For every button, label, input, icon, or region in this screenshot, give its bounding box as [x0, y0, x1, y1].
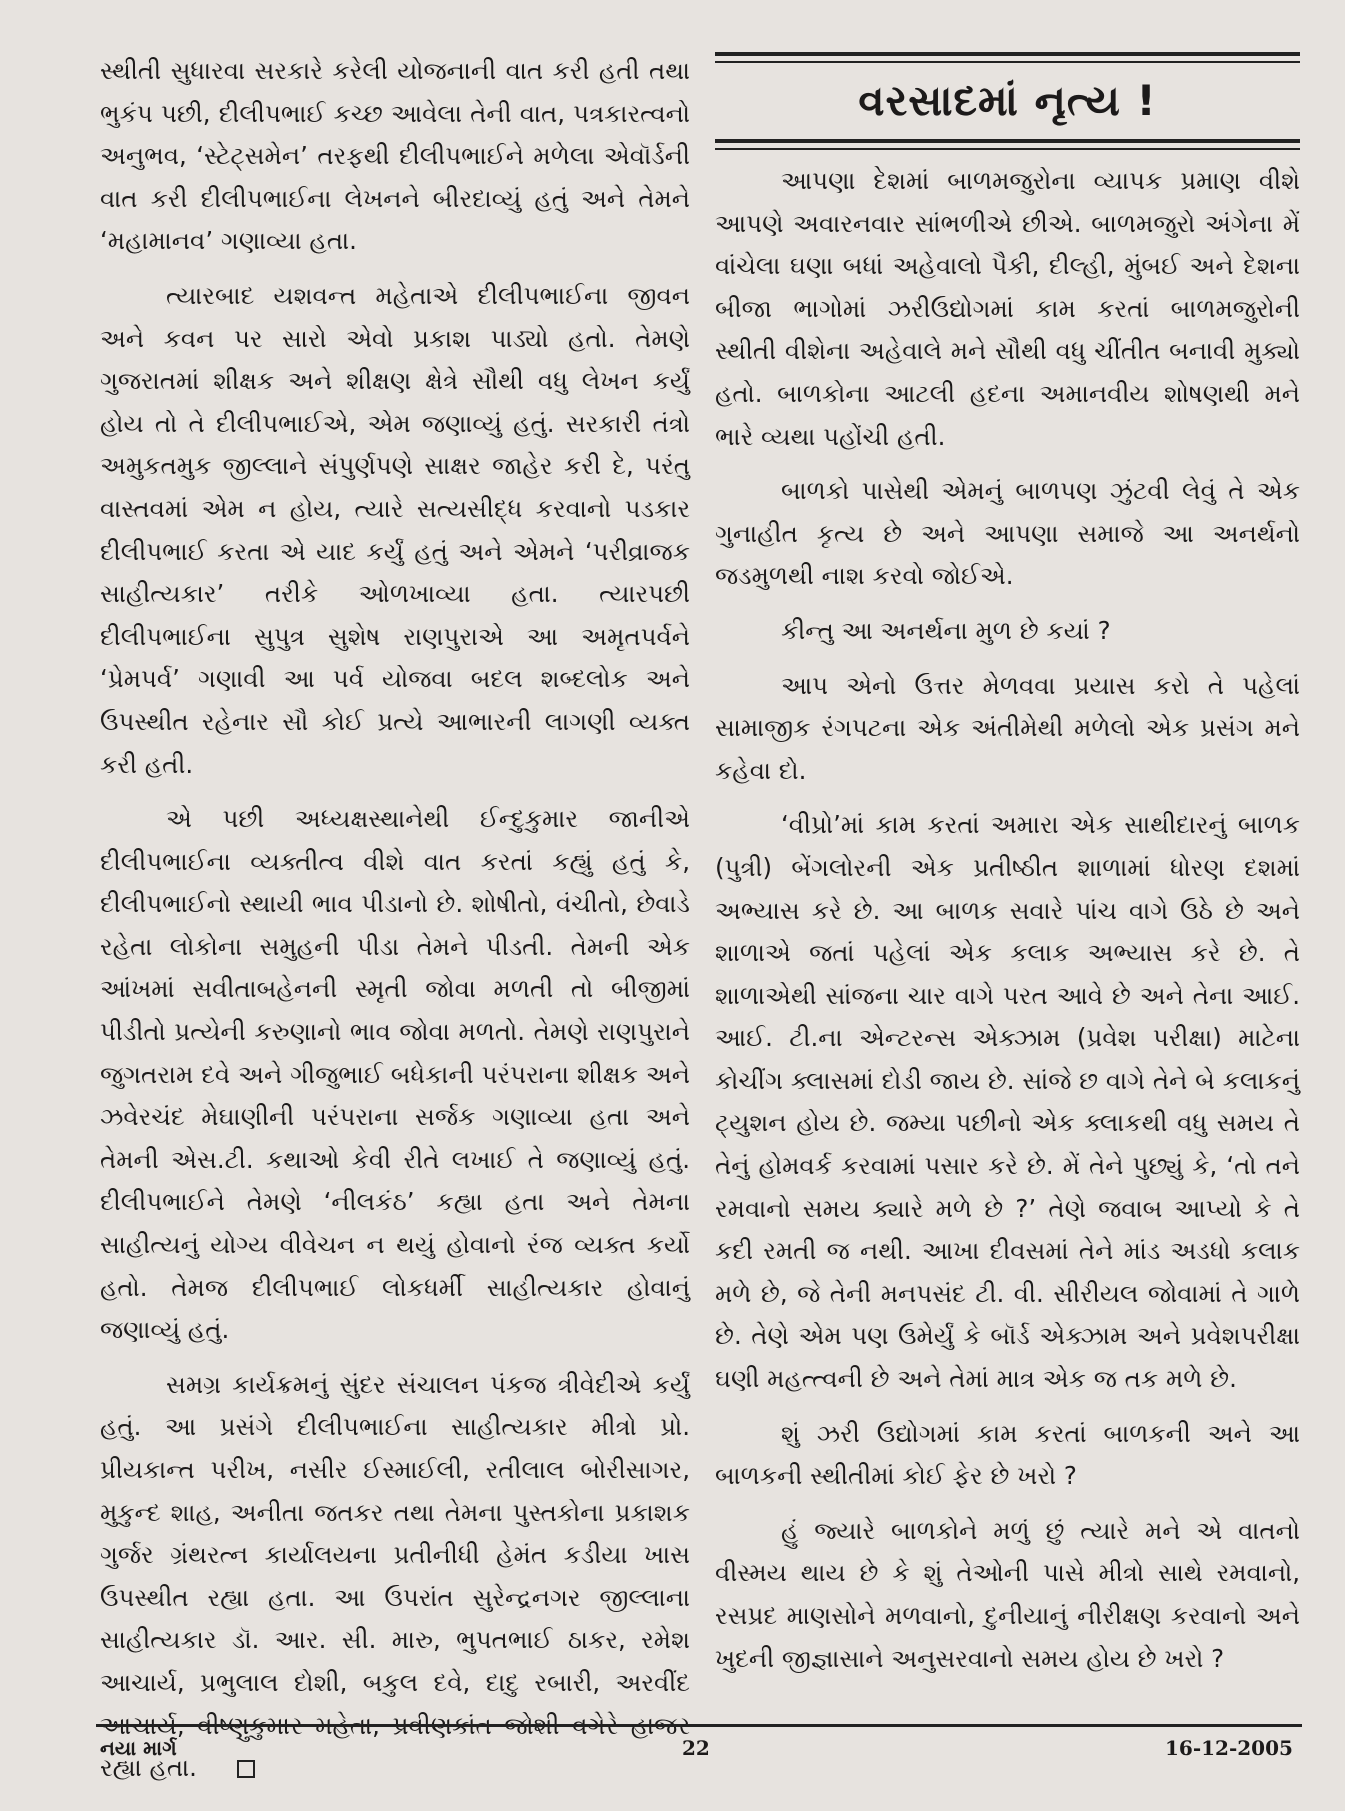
end-of-article-box-icon	[237, 1760, 255, 1778]
left-paragraph-2: ત્યારબાદ યશવન્ત મહેતાએ દીલીપભાઈના જીવન અને કવન પર સારો એવો પ્રકાશ પાડ્યો હતો. તેમણે ગુજરાતમાં શીક્ષક અને શીક્ષણ ક્ષેત્રે સૌથી વધુ લેખન કર્યું હોય તો તે દીલીપભાઈએ, એમ જણાવ્યું હતું. સરકારી તંત્રો અમુકતમુક જીલ્લાને સંપુર્ણપણે સાક્ષર જાહેર કરી દે, પરંતુ વાસ્તવમાં એમ ન હોય, ત્યારે સત્યસીદ્ધ કરવાનો પડકાર દીલીપભાઈ કરતા એ યાદ કર્યું હતું અને એમને ‘પરીવ્રાજક સાહીત્યકાર’ તરીકે ઓળખાવ્યા હતા. ત્યારપછી દીલીપભાઈના સુપુત્ર સુશેષ રાણપુરાએ આ અમૃતપર્વને ‘પ્રેમપર્વ’ ગણાવી આ પર્વ યોજવા બદલ શબ્દલોક અને ઉપસ્થીત રહેનાર સૌ કોઈ પ્રત્યે આભારની લાગણી વ્યક્ત કરી હતી.	[100, 280, 690, 779]
title-top-rule	[715, 52, 1300, 56]
footer-publication-name: નયા માર્ગ	[100, 1736, 177, 1760]
right-paragraph-7: હું જ્યારે બાળકોને મળું છું ત્યારે મને એ વાતનો વીસ્મય થાય છે કે શું તેઓની પાસે મીત્રો સાથે રમવાનો, રસપ્રદ માણસોને મળવાનો, દુનીયાનું નીરીક્ષણ કરવાનો અને ખુદની જીજ્ઞાસાને અનુસરવાનો સમય હોય છે ખરો ?	[715, 1515, 1300, 1673]
footer-date: 16-12-2005	[1165, 1736, 1293, 1760]
left-column	[100, 50, 690, 1802]
title-bottom-rule	[715, 139, 1300, 143]
right-paragraph-3: કીન્તુ આ અનર્થના મુળ છે કયાં ?	[781, 615, 1111, 645]
left-paragraph-1: સ્થીતી સુધારવા સરકારે કરેલી યોજનાની વાત કરી હતી તથા ભુકંપ પછી, દીલીપભાઈ કચ્છ આવેલા તેની વાત, પત્રકારત્વનો અનુભવ, ‘સ્ટેટ્સમેન’ તરફથી દીલીપભાઈને મળેલા એવૉર્ડની વાત કરી દીલીપભાઈના લેખનને બીરદાવ્યું હતું અને તેમને ‘મહામાનવ’ ગણાવ્યા હતા.	[100, 56, 690, 256]
right-column	[715, 52, 1300, 1692]
right-paragraph-1: આપણા દેશમાં બાળમજુરોના વ્યાપક પ્રમાણ વીશે આપણે અવારનવાર સાંભળીએ છીએ. બાળમજુરો અંગેના મેં વાંચેલા ઘણા બધાં અહેવાલો પૈકી, દીલ્હી, મુંબઈ અને દેશના બીજા ભાગોમાં ઝરીઉદ્યોગમાં કામ કરતાં બાળમજુરોની સ્થીતી વીશેના અહેવાલે મને સૌથી વધુ ચીંતીત બનાવી મુક્યો હતો. બાળકોના આટલી હદના અમાનવીય શોષણથી મને ભારે વ્યથા પહોંચી હતી.	[715, 166, 1300, 451]
right-paragraph-6: શું ઝરી ઉદ્યોગમાં કામ કરતાં બાળકની અને આ બાળકની સ્થીતીમાં કોઈ ફેર છે ખરો ?	[715, 1418, 1300, 1491]
title-top-rule-thin	[715, 61, 1300, 63]
title-bottom-rule-thin	[715, 148, 1300, 150]
footer-page-number: 22	[682, 1736, 710, 1760]
footer-rule	[96, 1724, 1302, 1727]
right-paragraph-5: ‘વીપ્રો’માં કામ કરતાં અમારા એક સાથીદારનું બાળક (પુત્રી) બેંગલોરની એક પ્રતીષ્ઠીત શાળામાં ધોરણ દશમાં અભ્યાસ કરે છે. આ બાળક સવારે પાંચ વાગે ઉઠે છે અને શાળાએ જતાં પહેલાં એક કલાક અભ્યાસ કરે છે. તે શાળાએથી સાંજના ચાર વાગે પરત આવે છે અને તેના આઈ. આઈ. ટી.ના એન્ટરન્સ એક્ઝામ (પ્રવેશ પરીક્ષા) માટેના કોચીંગ ક્લાસમાં દોડી જાય છે. સાંજે છ વાગે તેને બે કલાકનું ટ્યુશન હોય છે. જમ્યા પછીનો એક ક્લાકથી વધુ સમય તે તેનું હોમવર્ક કરવામાં પસાર કરે છે. મેં તેને પુછ્યું કે, ‘તો તને રમવાનો સમય ક્યારે મળે છે ?’ તેણે જવાબ આપ્યો કે તે કદી રમતી જ નથી. આખા દીવસમાં તેને માંડ અડધો કલાક મળે છે, જે તેની મનપસંદ ટી. વી. સીરીયલ જોવામાં તે ગાળે છે. તેણે એમ પણ ઉમેર્યું કે બૉર્ડ એક્ઝામ અને પ્રવેશપરીક્ષા ઘણી મહત્ત્વની છે અને તેમાં માત્ર એક જ તક મળે છે.	[715, 810, 1300, 1394]
article-title: વરસાદમાં નૃત્ય !	[858, 76, 1157, 125]
right-paragraph-4: આપ એનો ઉત્તર મેળવવા પ્રયાસ કરો તે પહેલાં સામાજીક રંગપટના એક અંતીમેથી મળેલો એક પ્રસંગ મને કહેવા દો.	[715, 670, 1300, 785]
left-paragraph-4-text: સમગ્ર કાર્યક્રમનું સુંદર સંચાલન પંકજ ત્રીવેદીએ કર્યું હતું. આ પ્રસંગે દીલીપભાઈના સાહીત્યકાર મીત્રો પ્રો. પ્રીયકાન્ત પરીખ, નસીર ઈસ્માઈલી, રતીલાલ બોરીસાગર, મુકુન્દ શાહ, અનીતા જતકર તથા તેમના પુસ્તકોના પ્રકાશક ગુર્જર ગ્રંથરત્ન કાર્યાલયના પ્રતીનીધી હેમંત કડીયા ખાસ ઉપસ્થીત રહ્યા હતા. આ ઉપરાંત સુરેન્દ્રનગર જીલ્લાના સાહીત્યકાર ડૉ. આર. સી. મારુ, ભુપતભાઈ ઠાકર, રમેશ આચાર્ય, પ્રભુલાલ દોશી, બકુલ દવે, દાદુ રબારી, અરવીંદ આચાર્ય, વીષ્ણુકુમાર મહેતા, પ્રવીણકાંત જોશી વગેરે હાજર રહ્યા હતા.	[100, 1369, 690, 1783]
right-paragraph-2: બાળકો પાસેથી એમનું બાળપણ ઝુંટવી લેવું તે એક ગુનાહીત કૃત્ય છે અને આપણા સમાજે આ અનર્થનો જડમુળથી નાશ કરવો જોઈએ.	[715, 476, 1300, 591]
left-paragraph-3: એ પછી અધ્યક્ષસ્થાનેથી ઈન્દુકુમાર જાનીએ દીલીપભાઈના વ્યક્તીત્વ વીશે વાત કરતાં કહ્યું હતું કે, દીલીપભાઈનો સ્થાયી ભાવ પીડાનો છે. શોષીતો, વંચીતો, છેવાડે રહેતા લોકોના સમુહની પીડા તેમને પીડતી. તેમની એક આંખમાં સવીતાબહેનની સ્મૃતી જોવા મળતી તો બીજીમાં પીડીતો પ્રત્યેની કરુણાનો ભાવ જોવા મળતો. તેમણે રાણપુરાને જુગતરામ દવે અને ગીજુભાઈ બધેકાની પરંપરાના શીક્ષક અને ઝવેરચંદ મેઘાણીની પરંપરાના સર્જક ગણાવ્યા હતા અને તેમની એસ.ટી. કથાઓ કેવી રીતે લખાઈ તે જણાવ્યું હતું. દીલીપભાઈને તેમણે ‘નીલકંઠ’ કહ્યા હતા અને તેમના સાહીત્યનું યોગ્ય વીવેચન ન થયું હોવાનો રંજ વ્યક્ત કર્યો હતો. તેમજ દીલીપભાઈ લોકધર્મી સાહીત્યકાર હોવાનું જણાવ્યું હતું.	[100, 804, 690, 1345]
